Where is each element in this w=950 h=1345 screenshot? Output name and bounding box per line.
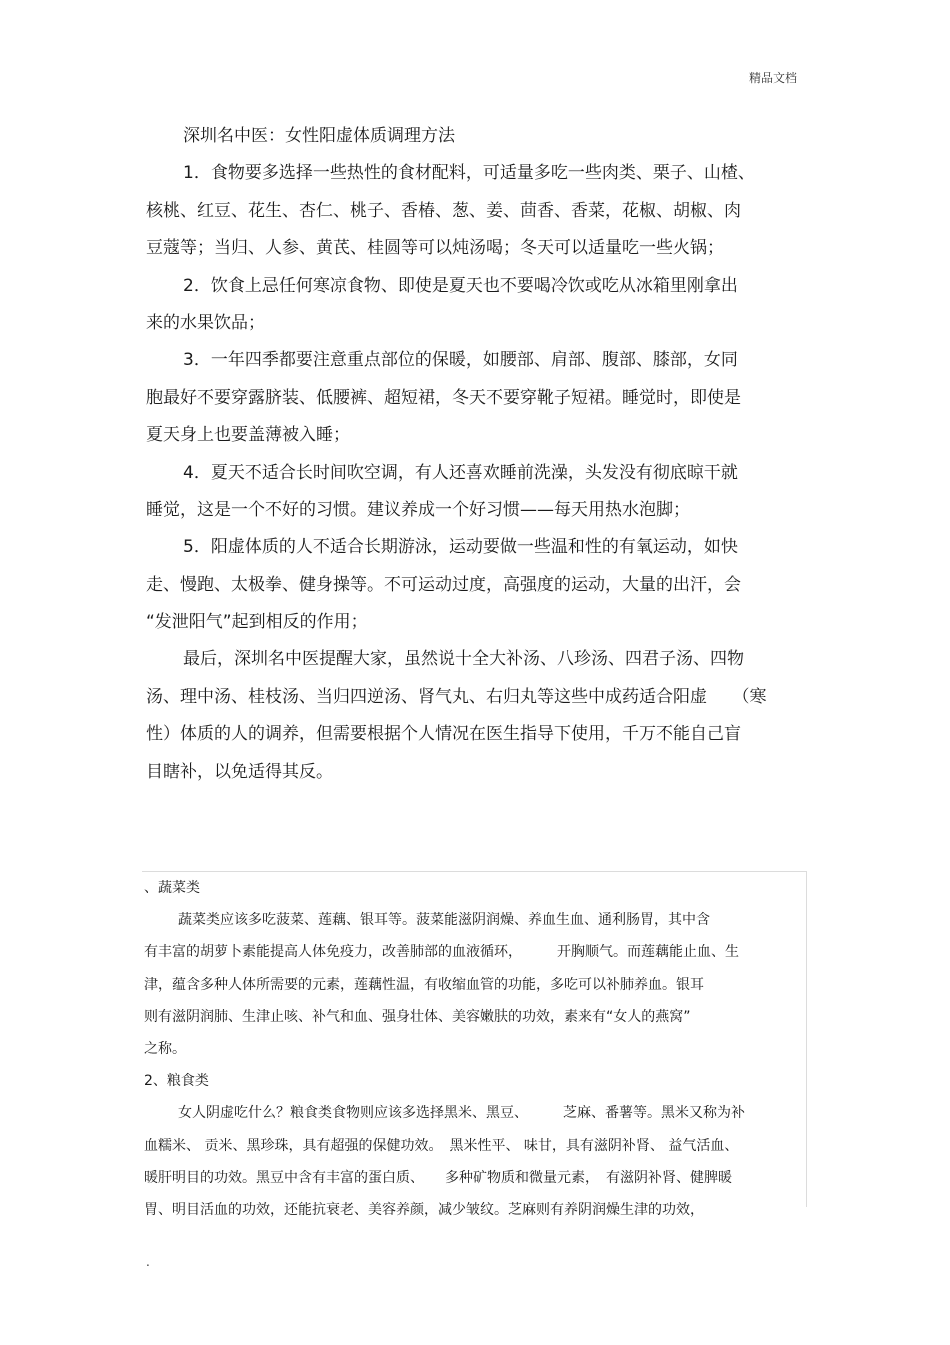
excerpt-line: 有丰富的胡萝卜素能提高人体免疫力，改善肺部的血液循环， 开胸顺气。而莲藕能止血、生 <box>144 944 739 961</box>
article-line: 2．饮食上忌任何寒凉食物、即使是夏天也不要喝冷饮或吃从冰箱里刚拿出 <box>183 275 738 296</box>
section-heading-vegetables: 、蔬菜类 <box>144 880 200 896</box>
article-line: 目瞎补，以免适得其反。 <box>146 761 333 782</box>
article-line: 最后，深圳名中医提醒大家，虽然说十全大补汤、八珍汤、四君子汤、四物 <box>183 649 744 670</box>
section-heading-grains: 2、粮食类 <box>144 1073 209 1090</box>
article-line: 3．一年四季都要注意重点部位的保暖，如腰部、肩部、腹部、膝部，女同 <box>183 350 738 371</box>
article-line: 性）体质的人的调养，但需要根据个人情况在医生指导下使用，千万不能自己盲 <box>146 724 741 745</box>
excerpt-line: 蔬菜类应该多吃菠菜、莲藕、银耳等。菠菜能滋阴润燥、养血生血、通利肠胃，其中含 <box>178 912 710 929</box>
article-line: 睡觉，这是一个不好的习惯。建议养成一个好习惯——每天用热水泡脚； <box>146 499 690 520</box>
article-line: 夏天身上也要盖薄被入睡； <box>146 425 350 446</box>
article-line: 核桃、红豆、花生、杏仁、桃子、香椿、葱、姜、茴香、香菜，花椒、胡椒、肉 <box>146 200 741 221</box>
article-line: 1．食物要多选择一些热性的食材配料，可适量多吃一些肉类、栗子、山楂、 <box>183 163 755 184</box>
article-body <box>146 118 808 791</box>
excerpt-line: 女人阴虚吃什么？粮食类食物则应该多选择黑米、黑豆、 芝麻、番薯等。黑米又称为补 <box>178 1105 745 1122</box>
excerpt-line: 暖肝明目的功效。黑豆中含有丰富的蛋白质、 多种矿物质和微量元素， 有滋阴补肾、健脾暖 <box>144 1169 732 1186</box>
excerpt-line: 血糯米、 贡米、黑珍珠，具有超强的保健功效。 黑米性平、 味甘，具有滋阴补肾、 益气活血、 <box>144 1137 739 1154</box>
watermark-text: 精品文档 <box>749 71 798 85</box>
excerpt-panel <box>142 871 807 1218</box>
footer-dot: . <box>146 1255 150 1269</box>
article-line: 来的水果饮品； <box>146 312 265 333</box>
excerpt-line: 胃、明目活血的功效，还能抗衰老、美容养颜，减少皱纹。芝麻则有养阴润燥生津的功效， <box>144 1201 704 1218</box>
article-line: 豆蔻等；当归、人参、黄芪、桂圆等可以炖汤喝；冬天可以适量吃一些火锅； <box>146 238 724 259</box>
article-line: 4．夏天不适合长时间吹空调，有人还喜欢睡前洗澡，头发没有彻底晾干就 <box>183 462 738 483</box>
article-line: 走、慢跑、太极拳、健身操等。不可运动过度，高强度的运动，大量的出汗，会 <box>146 574 741 595</box>
article-line: 汤、理中汤、桂枝汤、当归四逆汤、肾气丸、右归丸等这些中成药适合阳虚 （寒 <box>146 686 767 707</box>
excerpt-line: 津，蕴含多种人体所需要的元素，莲藕性温，有收缩血管的功能，多吃可以补肺养血。银耳 <box>144 976 704 993</box>
article-line: 胞最好不要穿露脐装、低腰裤、超短裙，冬天不要穿靴子短裙。睡觉时，即使是 <box>146 387 741 408</box>
excerpt-line: 之称。 <box>144 1040 186 1057</box>
article-title: 深圳名中医：女性阳虚体质调理方法 <box>183 126 455 146</box>
excerpt-line: 则有滋阴润肺、生津止咳、补气和血、强身壮体、美容嫩肤的功效，素来有“女人的燕窝” <box>144 1008 691 1025</box>
article-line: 5．阳虚体质的人不适合长期游泳，运动要做一些温和性的有氧运动，如快 <box>183 537 738 558</box>
article-line: “发泄阳气”起到相反的作用； <box>146 612 368 633</box>
